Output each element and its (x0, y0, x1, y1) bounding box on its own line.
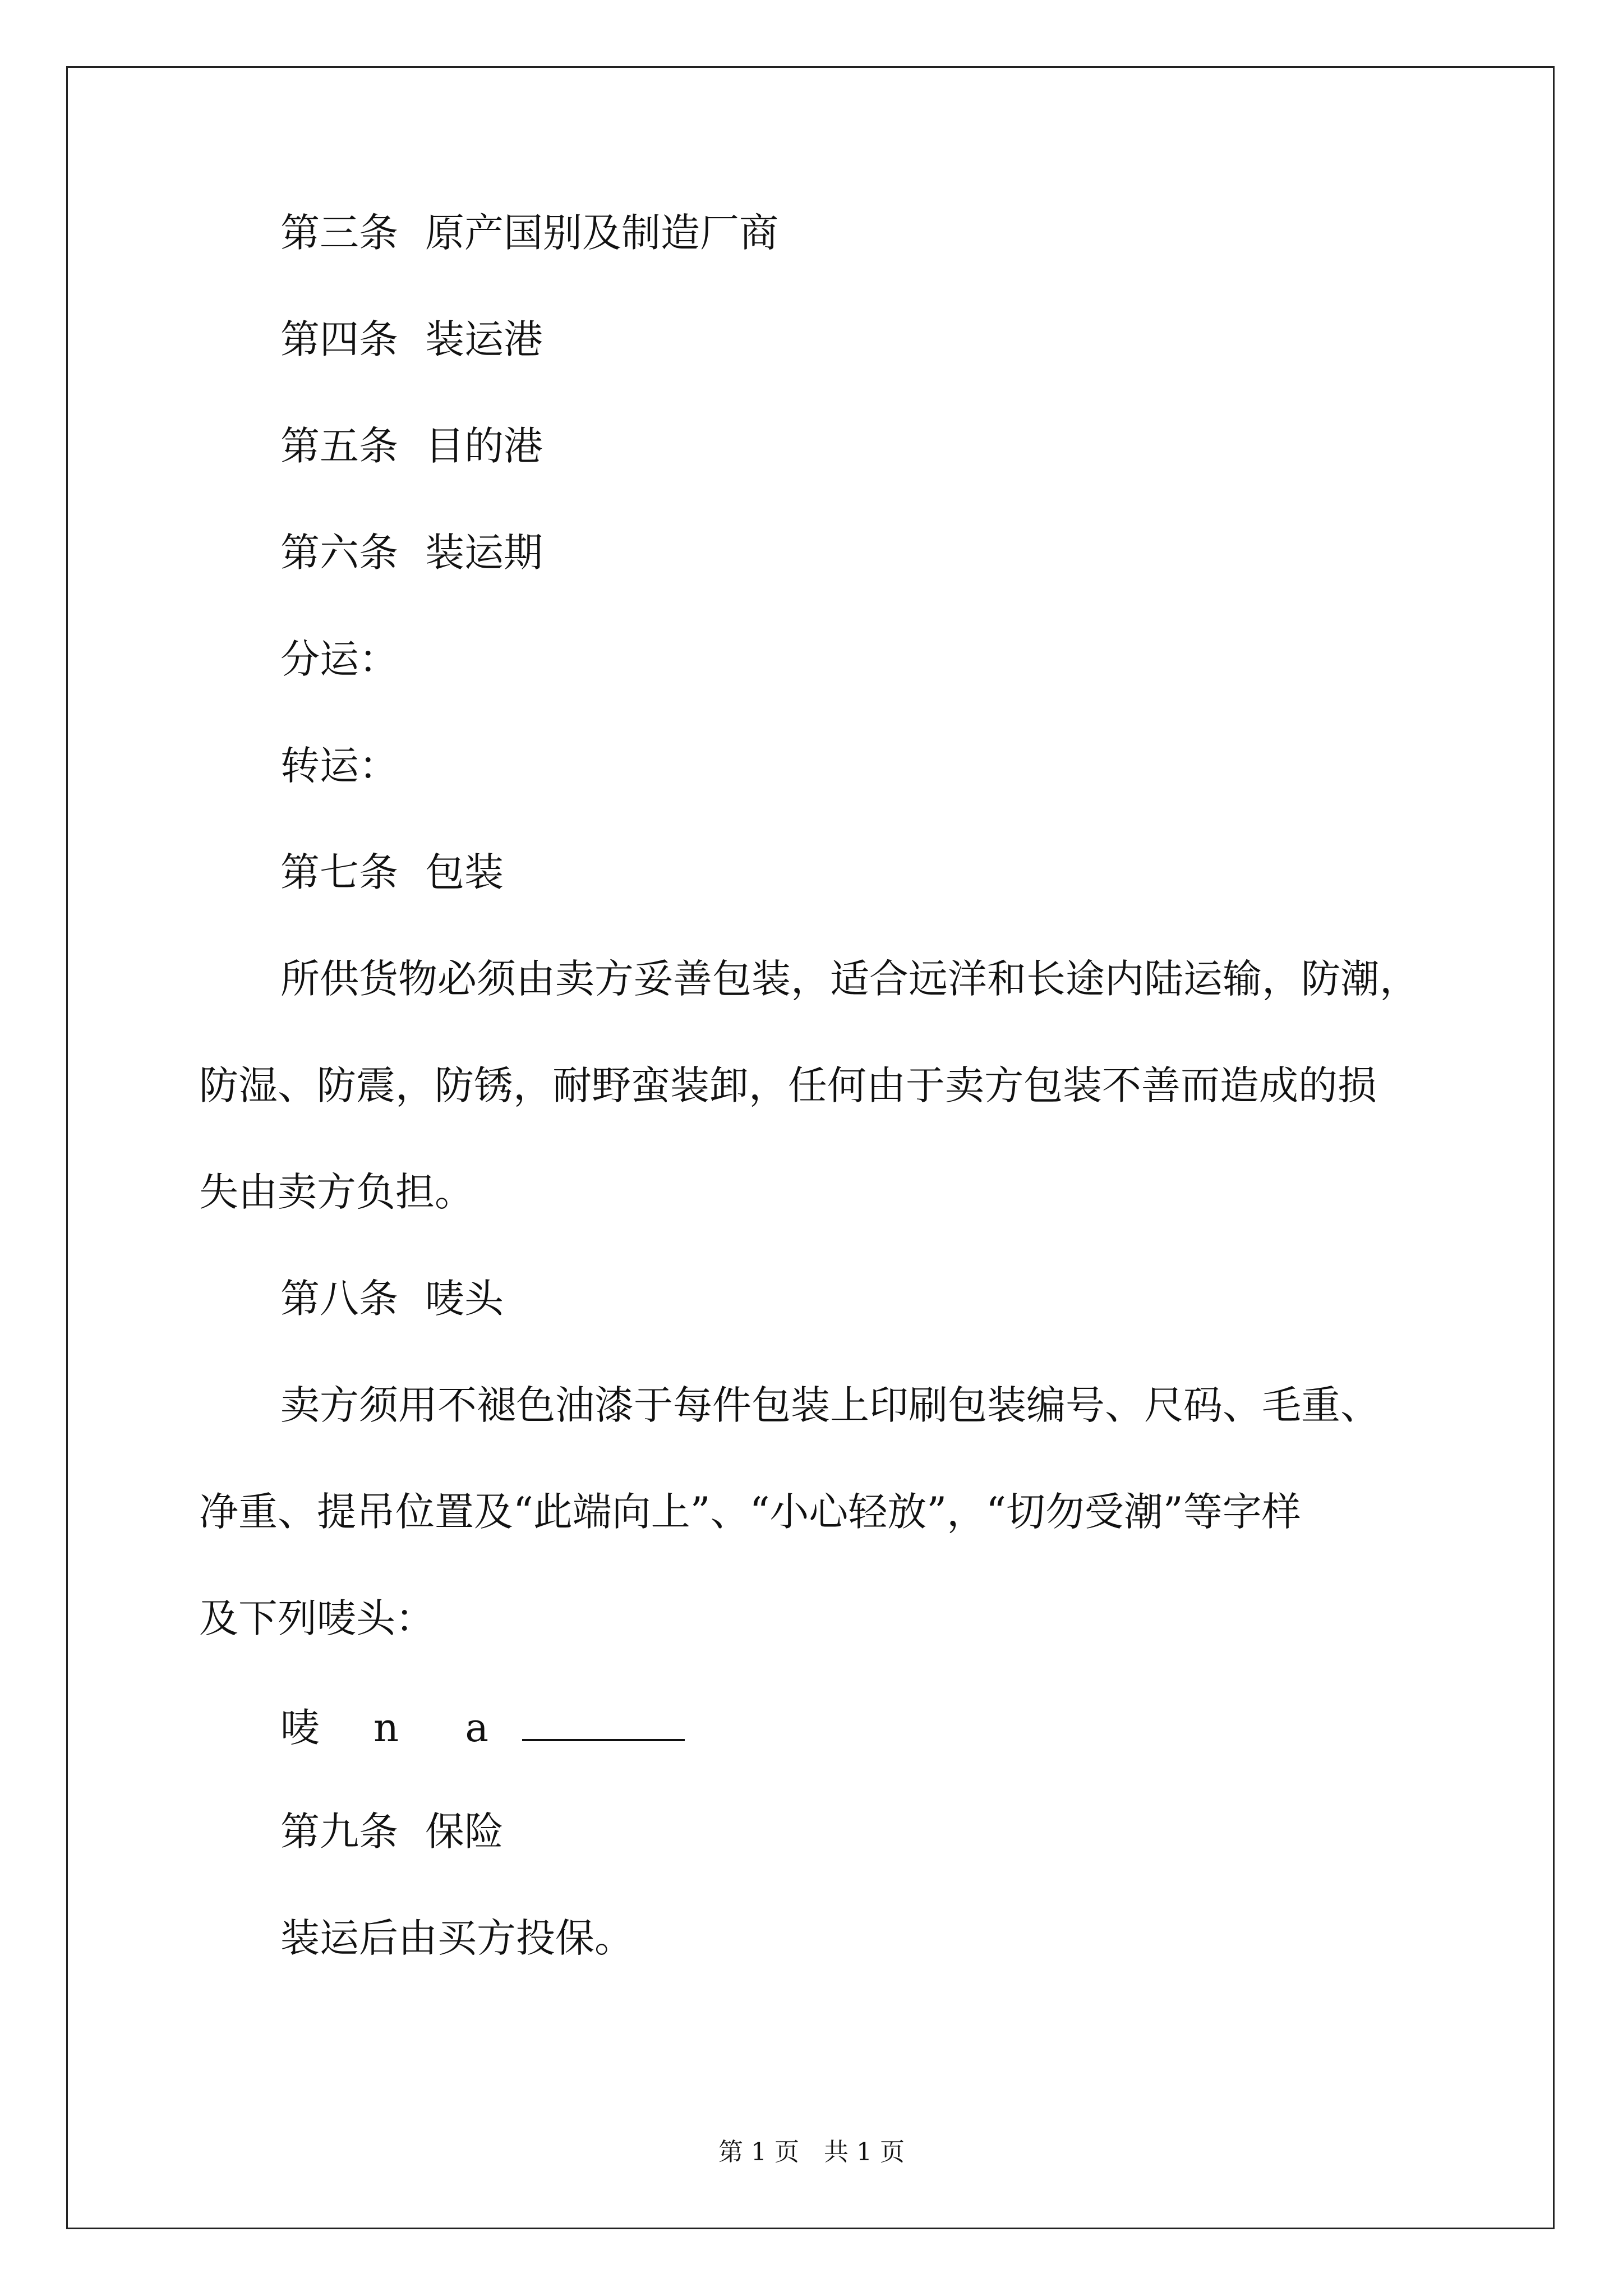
paragraph-line: 装运后由买方投保。 (280, 1915, 634, 1961)
article-number: 第四条 (280, 316, 398, 362)
article-title: 原产国别及制造厂商 (425, 210, 778, 256)
page-footer: 第 1 页 共 1 页 (718, 2138, 905, 2166)
split-shipment-line: 分运： (280, 636, 398, 682)
article-title: 装运港 (425, 316, 543, 362)
article-title: 目的港 (425, 423, 543, 469)
page-frame (66, 66, 1555, 2229)
article-number: 第九条 (280, 1809, 398, 1855)
paragraph-line: 净重、提吊位置及“此端向上”、“小心轻放”，“切勿受潮”等字样 (199, 1489, 1301, 1535)
paragraph-line: 及下列唛头： (199, 1595, 435, 1641)
article-title: 包装 (425, 849, 504, 895)
article-8 (280, 1276, 504, 1322)
article-4 (280, 316, 543, 362)
article-7 (280, 849, 504, 895)
article-title: 唛头 (425, 1276, 504, 1322)
article-6 (280, 530, 543, 576)
article-9 (280, 1809, 504, 1855)
shipping-mark-line (280, 1705, 685, 1751)
article-number: 第六条 (280, 530, 398, 576)
article-number: 第八条 (280, 1276, 398, 1322)
mark-code: n a (374, 1705, 516, 1751)
paragraph-line: 卖方须用不褪色油漆于每件包装上印刷包装编号、尺码、毛重、 (280, 1382, 1380, 1428)
paragraph-line: 防湿、防震，防锈，耐野蛮装卸，任何由于卖方包装不善而造成的损 (199, 1062, 1377, 1108)
article-number: 第三条 (280, 210, 398, 256)
article-5 (280, 423, 543, 469)
paragraph-line: 所供货物必须由卖方妥善包装，适合远洋和长途内陆运输，防潮， (280, 956, 1419, 1002)
article-number: 第五条 (280, 423, 398, 469)
mark-label: 唛 (280, 1705, 320, 1751)
transshipment-line: 转运： (280, 743, 398, 789)
article-title: 保险 (425, 1809, 504, 1855)
paragraph-line: 失由卖方负担。 (199, 1169, 474, 1215)
article-title: 装运期 (425, 530, 543, 576)
article-3 (280, 210, 778, 256)
article-number: 第七条 (280, 849, 398, 895)
mark-blank (522, 1705, 685, 1741)
